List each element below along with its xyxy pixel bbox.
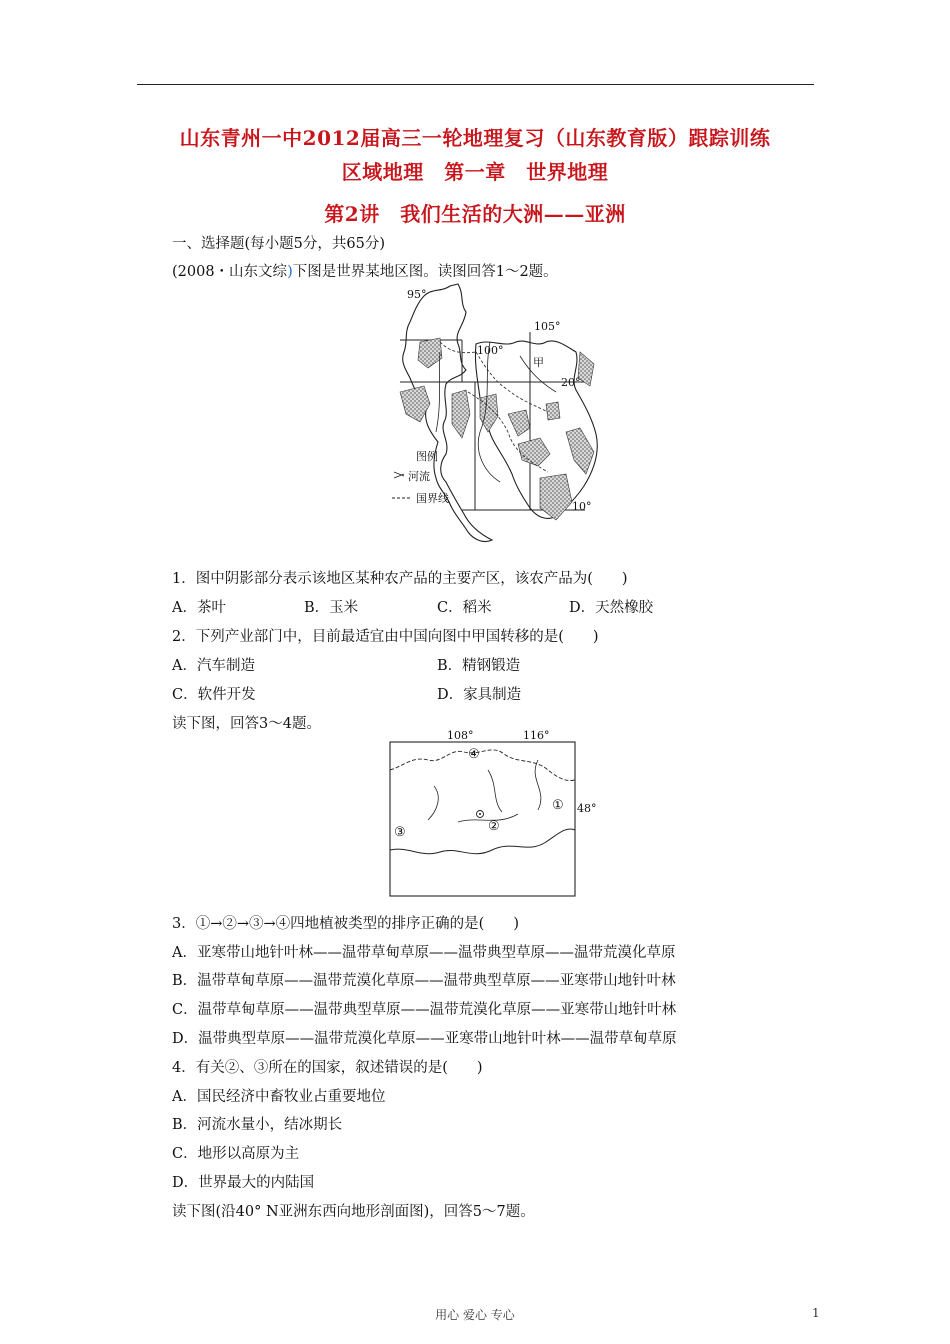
- header-rule: [137, 84, 814, 85]
- q3-stem: 3．①→②→③→④四地植被类型的排序正确的是( ): [172, 916, 519, 932]
- q3-option-d: D．温带典型草原——温带荒漠化草原——亚寒带山地针叶林——温带草甸草原: [172, 1031, 677, 1047]
- q3-option-c: C．温带草甸草原——温带典型草原——温带荒漠化草原——亚寒带山地针叶林: [172, 1002, 677, 1018]
- doc-title-line3: 第2讲 我们生活的大洲——亚洲: [324, 202, 626, 226]
- map2-marker-4: ④: [468, 747, 480, 762]
- map1-lat2: 10°: [572, 500, 592, 513]
- map2-marker-1: ①: [552, 798, 564, 813]
- map-indochina: [380, 282, 620, 552]
- map2-lon1: 108°: [447, 730, 474, 742]
- q2-option-b: B．精钢锻造: [437, 658, 521, 674]
- read-instruction-2: 读下图，回答3～4题。: [172, 716, 321, 732]
- map2-marker-3: ③: [394, 825, 406, 840]
- map2-lon2: 116°: [523, 730, 550, 742]
- map1-lat1: 20°: [561, 376, 581, 389]
- q1-option-d: D．天然橡胶: [569, 600, 654, 616]
- page-number: 1: [812, 1306, 820, 1320]
- doc-title-line2: 区域地理 第一章 世界地理: [341, 160, 609, 184]
- q4-option-d: D．世界最大的内陆国: [172, 1175, 315, 1191]
- map1-place-jia: 甲: [533, 356, 544, 369]
- map2-marker-2: ②: [488, 819, 500, 834]
- map1-lon3: 105°: [534, 320, 561, 333]
- map-mongolia: [388, 730, 598, 900]
- q1-option-b: B．玉米: [304, 600, 359, 616]
- intro-prefix: (2008・山东文综: [172, 264, 288, 280]
- intro-paren: ): [287, 264, 293, 280]
- doc-title-line1: 山东青州一中2012届高三一轮地理复习（山东教育版）跟踪训练: [179, 126, 771, 150]
- map-mongolia-svg: [388, 730, 598, 900]
- map2-lat: 48°: [577, 802, 597, 815]
- section-heading: 一、选择题(每小题5分，共65分): [172, 236, 385, 252]
- page-footer: 用心 爱心 专心: [435, 1308, 515, 1322]
- q4-stem: 4．有关②、③所在的国家，叙述错误的是( ): [172, 1060, 483, 1076]
- q2-option-d: D．家具制造: [437, 687, 522, 703]
- q2-option-a: A．汽车制造: [172, 658, 255, 674]
- q4-option-b: B．河流水量小，结冰期长: [172, 1117, 343, 1133]
- q1-option-a: A．茶叶: [172, 600, 226, 616]
- q3-option-a: A．亚寒带山地针叶林——温带草甸草原——温带典型草原——温带荒漠化草原: [172, 945, 676, 961]
- map1-legend-border: 国界线: [416, 492, 449, 505]
- q2-option-c: C．软件开发: [172, 687, 256, 703]
- map1-legend-title: 图例: [416, 450, 438, 463]
- legend-river-symbol: [394, 472, 404, 478]
- map1-legend-river: 河流: [408, 470, 430, 483]
- q1-stem: 1．图中阴影部分表示该地区某种农产品的主要产区，该农产品为( ): [172, 571, 628, 587]
- map1-lon1: 95°: [407, 288, 427, 301]
- q4-option-a: A．国民经济中畜牧业占重要地位: [172, 1089, 386, 1105]
- read-instruction-3: 读下图(沿40° N亚洲东西向地形剖面图)，回答5～7题。: [172, 1204, 535, 1220]
- map1-lon2: 100°: [477, 344, 504, 357]
- q2-stem: 2．下列产业部门中，目前最适宜由中国向图中甲国转移的是( ): [172, 629, 599, 645]
- q4-option-c: C．地形以高原为主: [172, 1146, 300, 1162]
- map-indochina-svg: [380, 282, 620, 552]
- intro-line: [172, 260, 558, 281]
- q1-option-c: C．稻米: [437, 600, 492, 616]
- intro-suffix: 下图是世界某地区图。读图回答1～2题。: [292, 264, 558, 280]
- q3-option-b: B．温带草甸草原——温带荒漠化草原——温带典型草原——亚寒带山地针叶林: [172, 973, 676, 989]
